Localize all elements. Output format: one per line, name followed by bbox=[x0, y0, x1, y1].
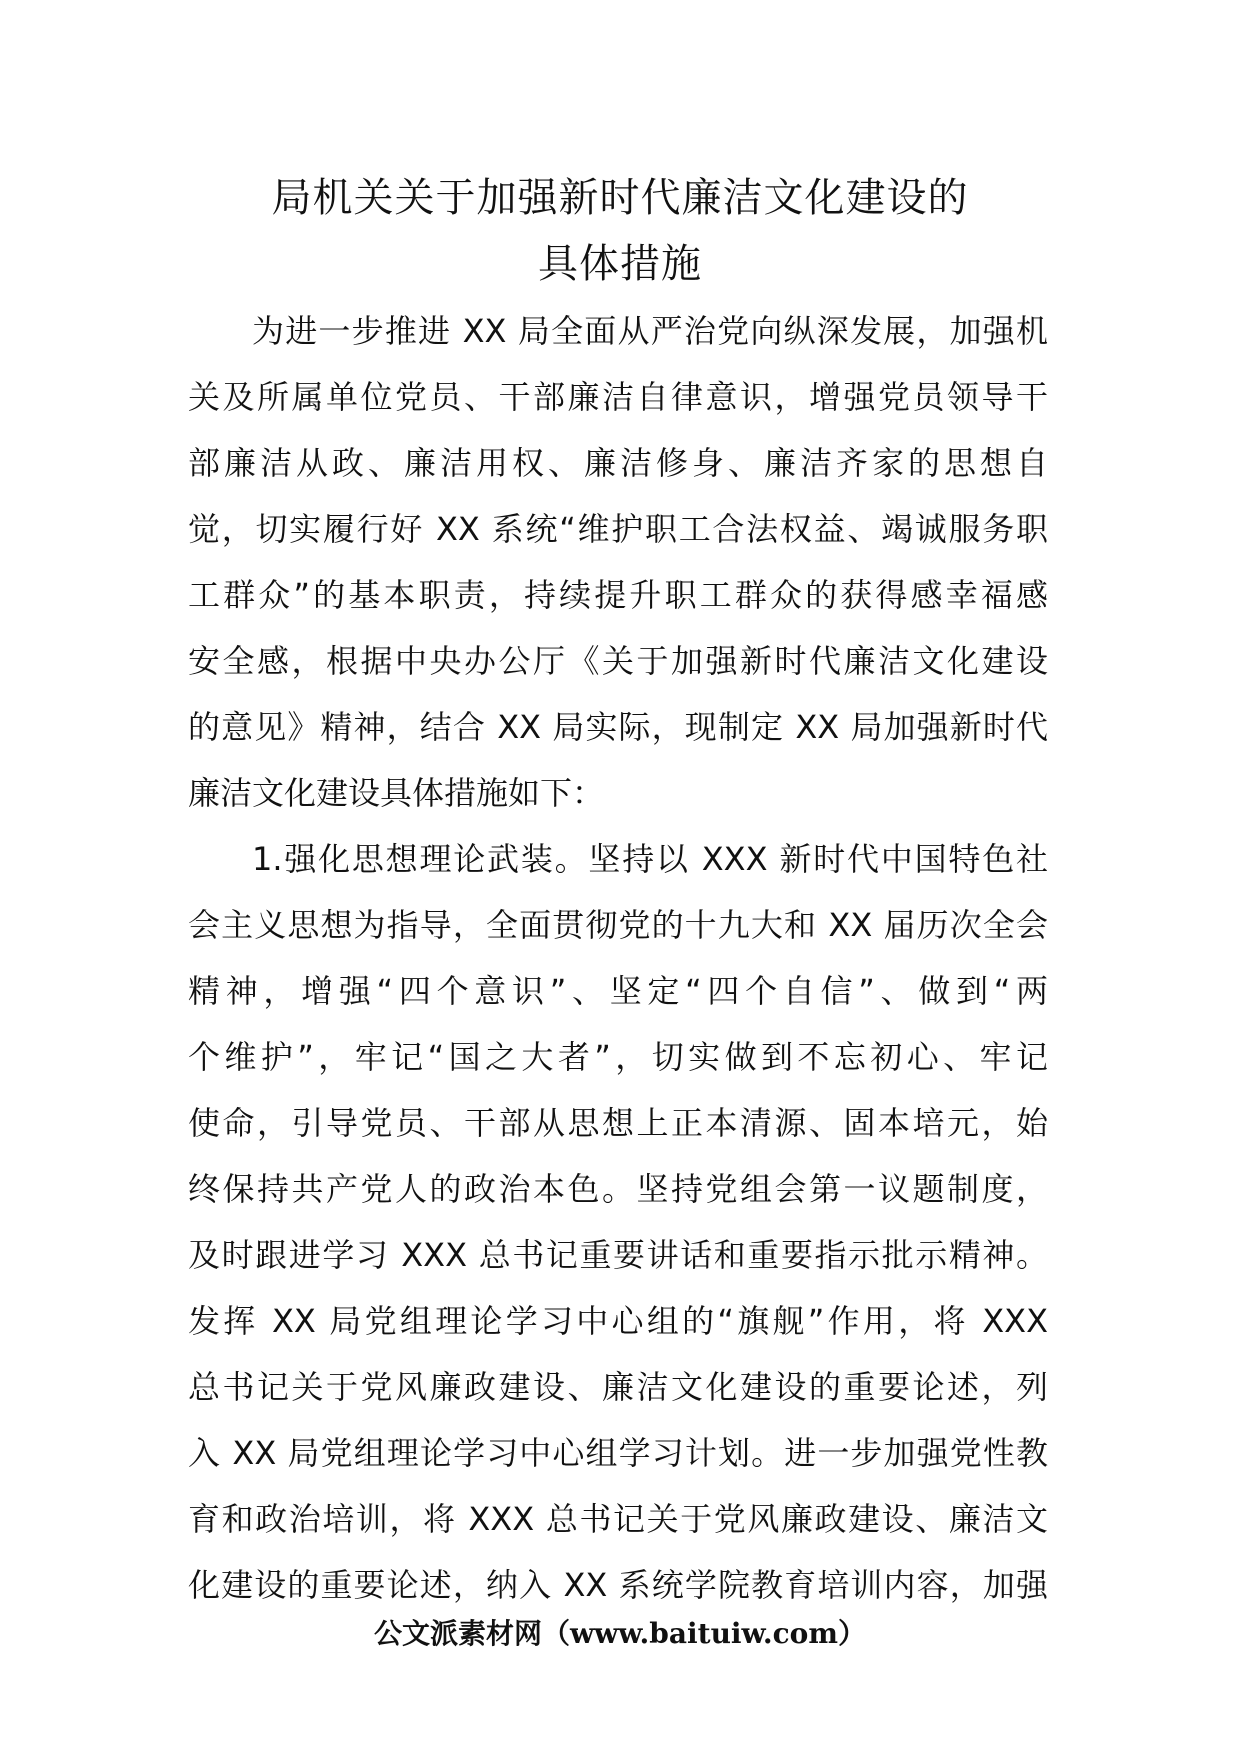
body-line: 的意见》精神，结合 XX 局实际，现制定 XX 局加强新时代 bbox=[188, 708, 1048, 746]
body-line: 1.强化思想理论武装。坚持以 XXX 新时代中国特色社 bbox=[252, 840, 1048, 878]
body-line: 安全感，根据中央办公厅《关于加强新时代廉洁文化建设 bbox=[188, 642, 1048, 680]
body-line: 终保持共产党人的政治本色。坚持党组会第一议题制度， bbox=[188, 1170, 1048, 1208]
document-title-line-2: 具体措施 bbox=[538, 241, 702, 287]
body-line: 总书记关于党风廉政建设、廉洁文化建设的重要论述，列 bbox=[188, 1368, 1048, 1406]
body-line: 使命，引导党员、干部从思想上正本清源、固本培元，始 bbox=[188, 1104, 1048, 1142]
body-line: 部廉洁从政、廉洁用权、廉洁修身、廉洁齐家的思想自 bbox=[188, 444, 1048, 482]
footer-watermark: 公文派素材网（www.baituiw.com） bbox=[374, 1617, 866, 1650]
body-line: 及时跟进学习 XXX 总书记重要讲话和重要指示批示精神。 bbox=[188, 1236, 1048, 1274]
body-line: 个维护”，牢记“国之大者”，切实做到不忘初心、牢记 bbox=[188, 1038, 1048, 1076]
body-line: 为进一步推进 XX 局全面从严治党向纵深发展，加强机 bbox=[252, 312, 1048, 350]
body-line: 育和政治培训，将 XXX 总书记关于党风廉政建设、廉洁文 bbox=[188, 1500, 1048, 1538]
body-line: 入 XX 局党组理论学习中心组学习计划。进一步加强党性教 bbox=[188, 1434, 1048, 1472]
body-line: 化建设的重要论述，纳入 XX 系统学院教育培训内容，加强 bbox=[188, 1566, 1048, 1604]
body-line: 会主义思想为指导，全面贯彻党的十九大和 XX 届历次全会 bbox=[188, 906, 1048, 944]
body-line: 廉洁文化建设具体措施如下： bbox=[188, 774, 605, 812]
body-line: 发挥 XX 局党组理论学习中心组的“旗舰”作用，将 XXX bbox=[188, 1302, 1048, 1340]
document-title-line-1: 局机关关于加强新时代廉洁文化建设的 bbox=[271, 175, 969, 221]
document-body bbox=[188, 298, 1048, 1618]
body-line: 精神，增强“四个意识”、坚定“四个自信”、做到“两 bbox=[188, 972, 1048, 1010]
body-line: 关及所属单位党员、干部廉洁自律意识，增强党员领导干 bbox=[188, 378, 1048, 416]
body-line: 工群众”的基本职责，持续提升职工群众的获得感幸福感 bbox=[188, 576, 1048, 614]
body-line: 觉，切实履行好 XX 系统“维护职工合法权益、竭诚服务职 bbox=[188, 510, 1048, 548]
